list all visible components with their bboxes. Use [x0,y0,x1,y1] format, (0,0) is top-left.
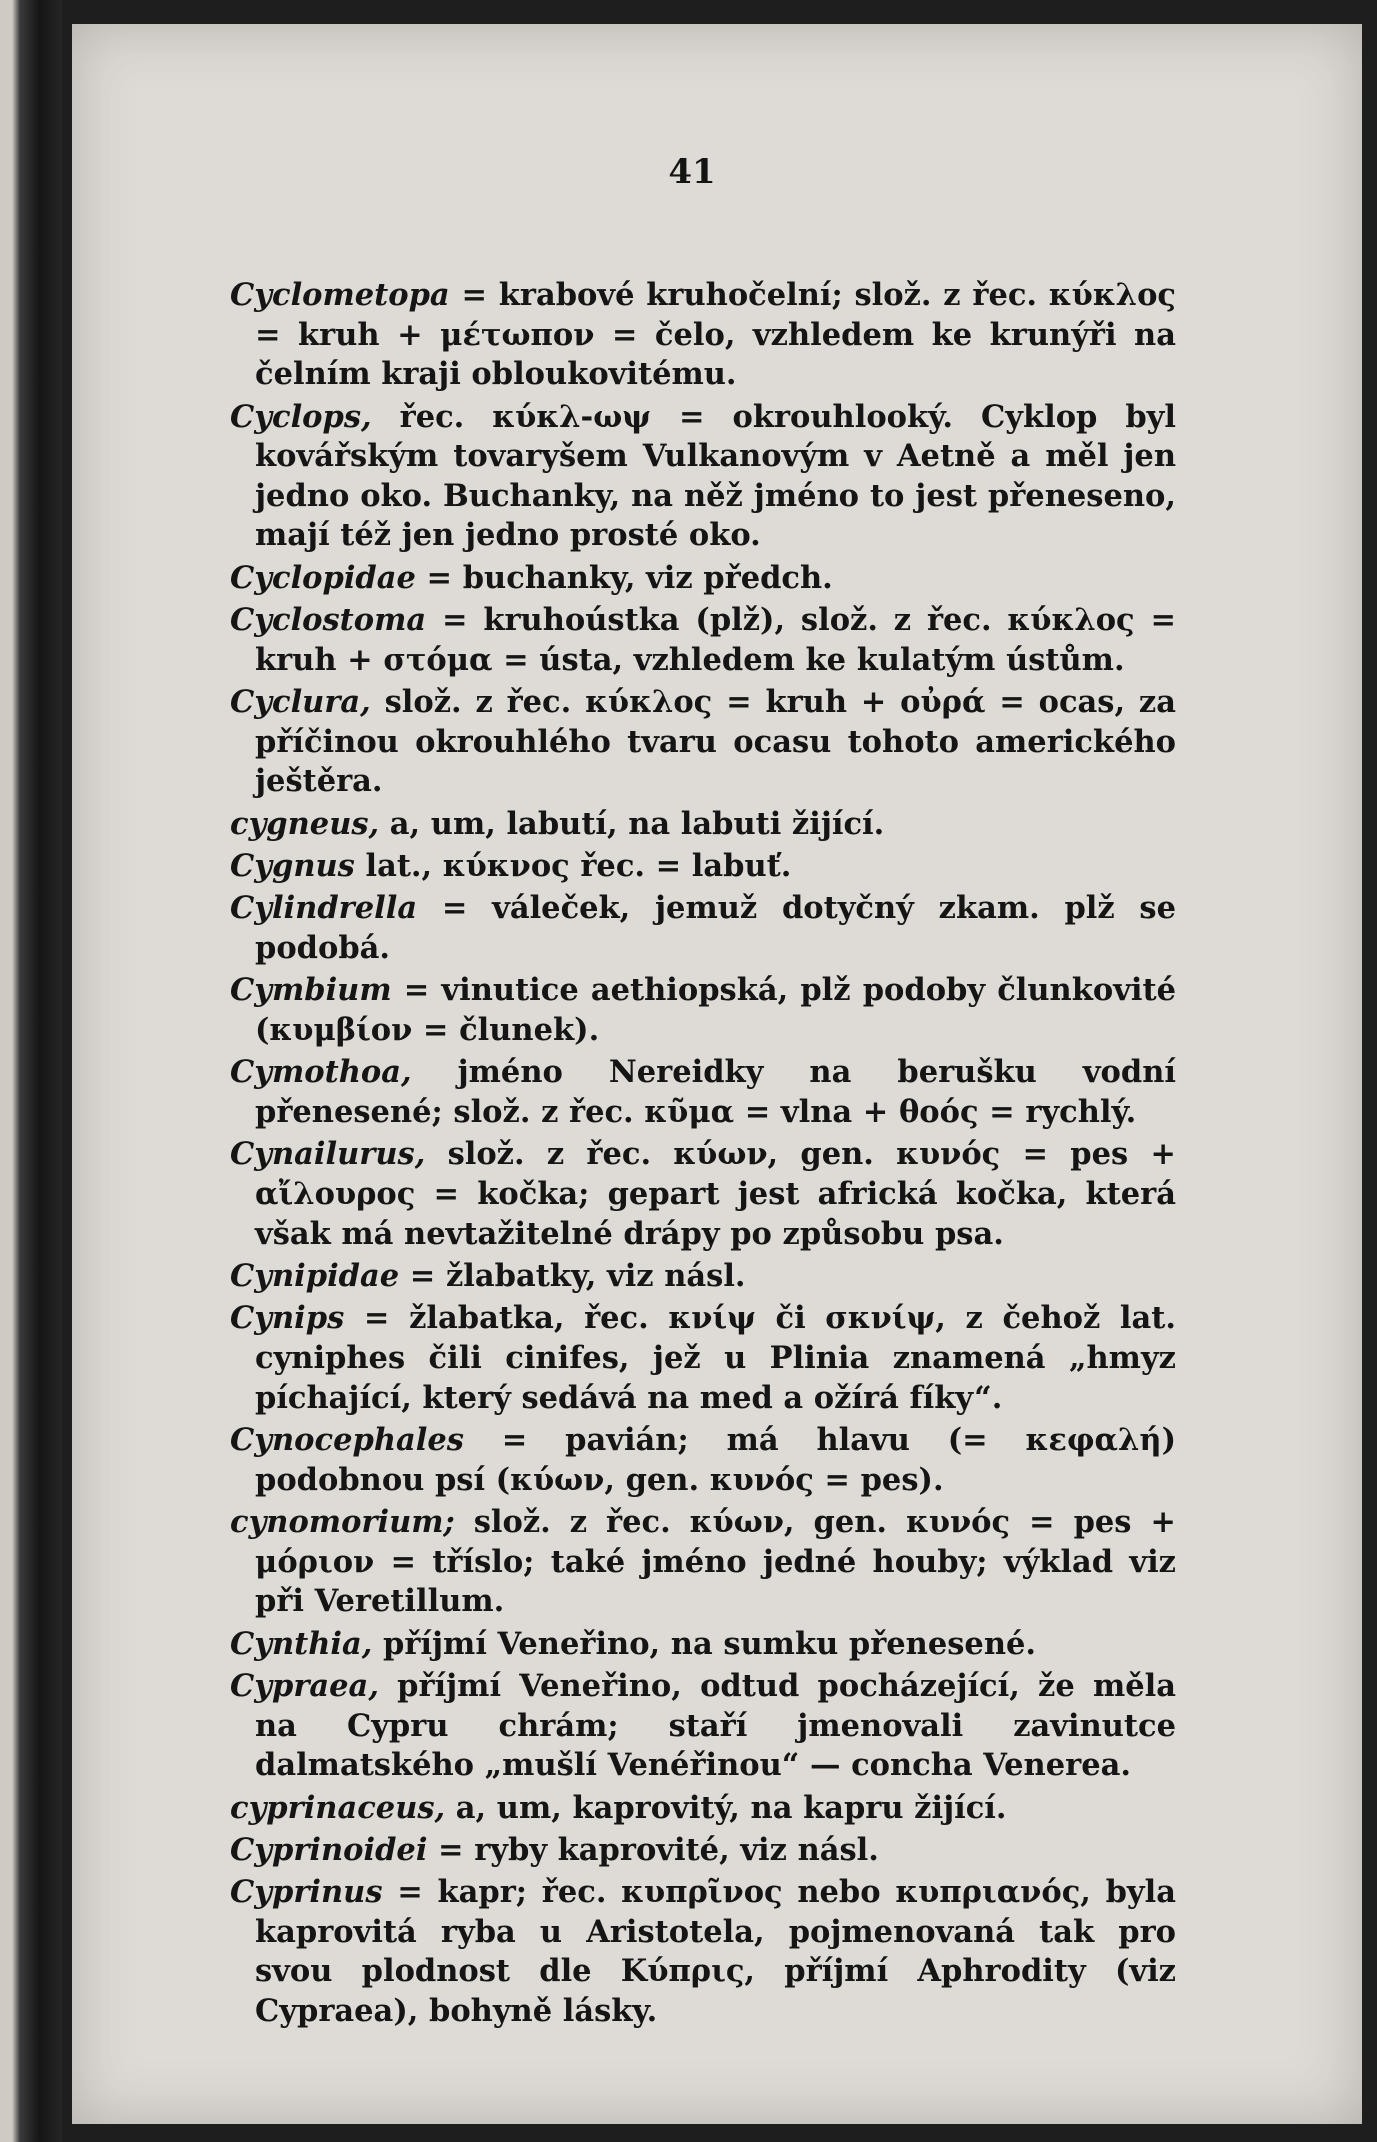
entry-text: lat., κύκνος řec. = labuť. [354,848,792,885]
dictionary-entry [230,1053,1176,1132]
page-number: 41 [668,152,716,192]
dictionary-entry [230,889,1176,968]
entry-text: slož. z řec. κύκλος = kruh + οὐρά = ocas, za příčinou okrouhlého tvaru ocasu tohoto amerického ještěra. [255,684,1176,800]
entry-text: slož. z řec. κύων, gen. κυνός = pes + αἴλουρος = kočka; gepart jest africká kočka, která však má nevtažitelné drápy po způsobu psa. [255,1136,1176,1252]
entry-term: Cygnus [230,848,355,885]
entry-text: = krabové kruhočelní; slož. z řec. κύκλος = kruh + μέτωπον = čelo, vzhledem ke krunýři na čelním kraji obloukovitému. [255,277,1176,393]
dictionary-entry [230,1789,1176,1829]
dictionary-entry [230,398,1176,556]
entry-term: Cynocephales [230,1421,464,1458]
entry-text: = vinutice aethiopská, plž podoby člunkovité (κυμβίον = člunek). [255,972,1176,1049]
dictionary-entry [230,601,1176,680]
entry-text: slož. z řec. κύων, gen. κυνός = pes + μόριον = tříslo; také jméno jedné houby; výklad viz při Veretillum. [255,1503,1176,1620]
book-page [72,24,1362,2124]
entry-term: Cyclostoma [230,602,427,639]
dictionary-entry [230,1625,1176,1665]
entry-term: cynomorium; [230,1503,455,1540]
entry-term: Cynthia, [230,1625,373,1662]
entry-term: Cyclopidae [230,559,416,596]
entry-text: a, um, kaprovitý, na kapru žijící. [445,1789,1007,1826]
entry-term: cyprinaceus, [230,1789,446,1826]
entry-term: Cynailurus, [230,1136,426,1173]
dictionary-entry [230,683,1176,802]
dictionary-entry [230,1873,1176,2031]
dictionary-entry [230,1667,1176,1786]
entry-text: a, um, labutí, na labuti žijící. [379,805,885,842]
dictionary-entry [230,1257,1176,1297]
entry-text: příjmí Veneřino, na sumku přenesené. [372,1625,1037,1662]
dictionary-entry [230,276,1176,395]
dictionary-entry [230,847,1176,887]
entry-term: Cynips [230,1300,345,1337]
entry-term: Cynipidae [230,1258,400,1295]
entry-term: Cyprinoidei [230,1831,428,1868]
dictionary-entries [230,276,1176,2034]
entry-text: = ryby kaprovité, viz násl. [427,1831,879,1868]
entry-text: = žlabatky, viz násl. [399,1258,746,1295]
entry-term: Cymbium [230,972,392,1009]
dictionary-entry [230,1135,1176,1254]
dictionary-entry [230,1299,1176,1418]
entry-text: = kapr; řec. κυπρῖνος nebo κυπριανός, byla kaprovitá ryba u Aristotela, pojmenovaná tak pro svou plodnost dle Κύπρις, příjmí Aphrodity (viz Cypraea), bohyně lásky. [255,1874,1176,2030]
entry-text: příjmí Veneřino, odtud pocházející, že měla na Cypru chrám; staří jmenovali zavinutce dalmatského „mušlí Venéřinou“ — concha Venerea. [255,1667,1176,1784]
entry-text: = buchanky, viz předch. [415,559,833,596]
entry-term: Cyclura, [230,684,371,721]
dictionary-entry [230,559,1176,599]
entry-term: Cyclops, [230,398,372,435]
entry-text: = pavián; má hlavu (= κεφαλή) podobnou psí (κύων, gen. κυνός = pes). [255,1421,1176,1498]
entry-text: = kruhoústka (plž), slož. z řec. κύκλος = kruh + στόμα = ústa, vzhledem ke kulatým ústům. [255,602,1176,678]
dictionary-entry [230,971,1176,1050]
entry-term: Cyprinus [230,1874,383,1911]
dictionary-entry [230,1831,1176,1871]
entry-term: Cymothoa, [230,1054,412,1091]
entry-term: Cylindrella [230,890,418,927]
entry-text: = váleček, jemuž dotyčný zkam. plž se podobá. [255,890,1176,967]
entry-text: jméno Nereidky na berušku vodní přenesené; slož. z řec. κῦμα = vlna + θοός = rychlý. [255,1054,1176,1131]
book-spine-edge [0,0,62,2142]
dictionary-entry [230,1503,1176,1622]
entry-term: Cyclometopa [230,277,450,313]
entry-term: cygneus, [230,805,380,842]
dictionary-entry [230,1421,1176,1500]
dictionary-entry [230,805,1176,845]
entry-term: Cypraea, [230,1667,379,1704]
entry-text: řec. κύκλ-ωψ = okrouhlooký. Cyklop byl kovářským tovaryšem Vulkanovým v Aetně a měl jen jedno oko. Buchanky, na něž jméno to jest přeneseno, mají též jen jedno prosté oko. [255,398,1176,554]
entry-text: = žlabatka, řec. κνίψ či σκνίψ, z čehož lat. cyniphes čili cinifes, jež u Plinia znamená „hmyz píchající, který sedává na med a ožírá fíky“. [255,1300,1176,1416]
